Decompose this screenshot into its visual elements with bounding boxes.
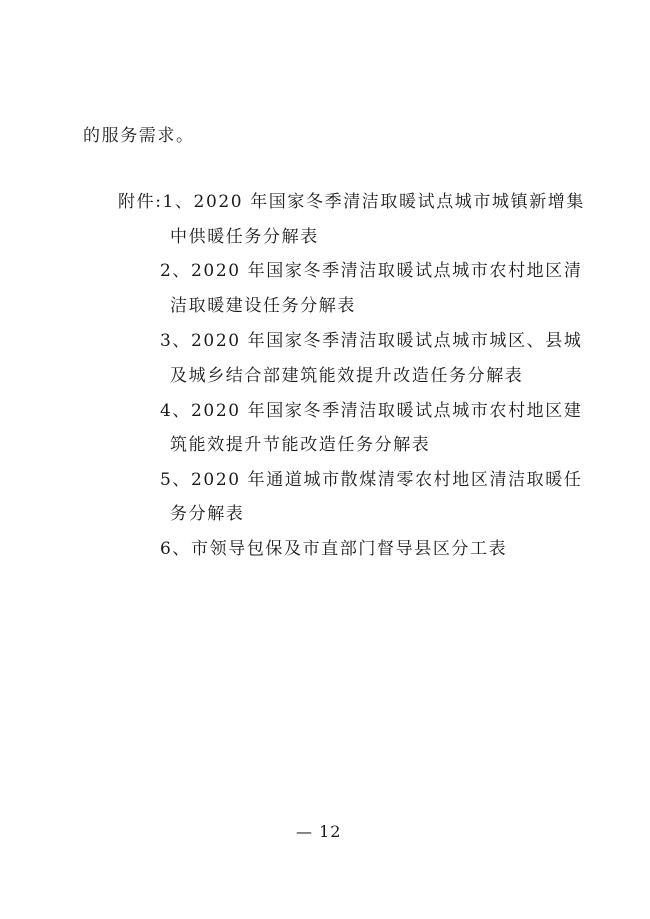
page-number: — 12 <box>296 822 342 841</box>
body-text-line: 的服务需求。 <box>83 126 195 146</box>
attachment-item-3-cont: 及城乡结合部建筑能效提升改造任务分解表 <box>170 366 524 386</box>
attachment-item-2: 2、2020 年国家冬季清洁取暖试点城市农村地区清 <box>160 261 583 281</box>
attachment-item-3: 3、2020 年国家冬季清洁取暖试点城市城区、县城 <box>160 331 583 351</box>
attachment-item-2-cont: 洁取暖建设任务分解表 <box>170 296 356 316</box>
attachment-item-5: 5、2020 年通道城市散煤清零农村地区清洁取暖任 <box>160 470 583 490</box>
attachment-item-4-cont: 筑能效提升节能改造任务分解表 <box>170 435 431 455</box>
attachment-item-4: 4、2020 年国家冬季清洁取暖试点城市农村地区建 <box>160 401 583 421</box>
attachment-item-6: 6、市领导包保及市直部门督导县区分工表 <box>160 539 508 559</box>
attachment-item-1-cont: 中供暖任务分解表 <box>170 227 319 247</box>
attachment-item-5-cont: 务分解表 <box>170 504 245 524</box>
attachment-item-1: 附件:1、2020 年国家冬季清洁取暖试点城市城镇新增集 <box>118 192 586 212</box>
